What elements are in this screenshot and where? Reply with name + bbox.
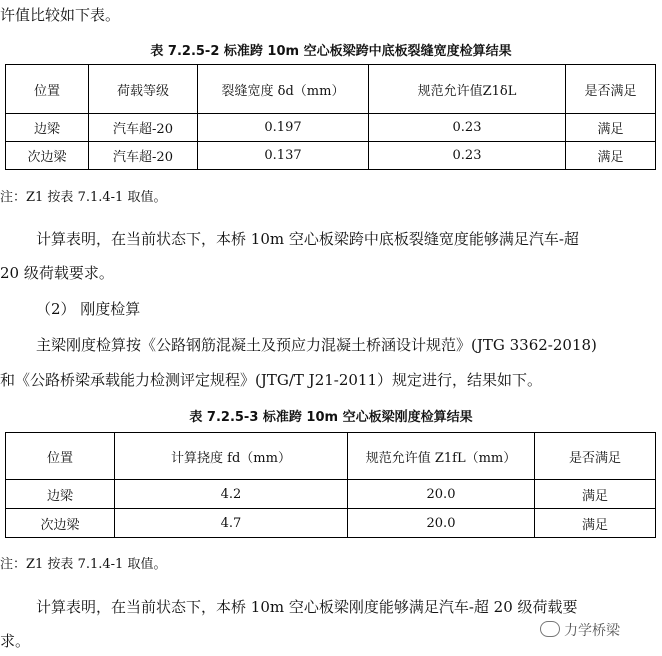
para3-line1: 计算表明，在当前状态下，本桥 10m 空心板梁刚度能够满足汽车-超 20 级荷载要: [36, 598, 578, 616]
table-header-row: [6, 65, 656, 114]
para1-line1: 计算表明，在当前状态下，本桥 10m 空心板梁跨中底板裂缝宽度能够满足汽车-超: [36, 230, 579, 248]
table-cell: 边梁: [6, 480, 115, 509]
table-cell: 4.7: [115, 509, 348, 538]
table2-note: 注：Z1 按表 7.1.4-1 取值。: [0, 557, 167, 572]
table-header-row: [6, 433, 656, 480]
table-cell: 4.2: [115, 480, 348, 509]
table-row: [6, 480, 656, 509]
table-cell: 0.23: [369, 114, 566, 142]
para3-line2: 求。: [0, 632, 31, 650]
header-cell: 位置: [6, 433, 115, 480]
para2-line2: 和《公路桥梁承载能力检测评定规程》(JTG/T J21-2011）规定进行，结果如下。: [0, 371, 543, 389]
table2-caption: 表 7.2.5-3 标准跨 10m 空心板梁刚度检算结果: [189, 410, 473, 425]
table-cell: 次边梁: [6, 142, 89, 170]
table-cell: 边梁: [6, 114, 89, 142]
table-cell: 0.137: [198, 142, 369, 170]
header-cell: 荷载等级: [89, 65, 198, 114]
table-cell: 20.0: [348, 509, 535, 538]
header-cell: 位置: [6, 65, 89, 114]
intro-line: 许值比较如下表。: [0, 6, 121, 24]
table-cell: 满足: [535, 480, 656, 509]
para1-line2: 20 级荷载要求。: [0, 264, 114, 282]
table-cell: 满足: [535, 509, 656, 538]
wechat-icon: [540, 621, 560, 637]
section-heading: （2） 刚度检算: [36, 300, 141, 318]
stiffness-table: [5, 432, 656, 538]
table-cell: 满足: [566, 142, 656, 170]
table1-note: 注：Z1 按表 7.1.4-1 取值。: [0, 190, 167, 205]
table-cell: 0.197: [198, 114, 369, 142]
para2-line1: 主梁刚度检算按《公路钢筋混凝土及预应力混凝土桥涵设计规范》(JTG 3362-2018): [36, 336, 597, 354]
table-row: [6, 114, 656, 142]
table-cell: 次边梁: [6, 509, 115, 538]
watermark: [540, 620, 620, 640]
table-cell: 0.23: [369, 142, 566, 170]
header-cell: 规范允许值Z1δL: [369, 65, 566, 114]
watermark-text: 力学桥梁: [564, 623, 620, 639]
header-cell: 是否满足: [566, 65, 656, 114]
table-cell: 汽车超-20: [89, 142, 198, 170]
header-cell: 规范允许值 Z1fL（mm）: [348, 433, 535, 480]
crack-width-table: [5, 64, 656, 170]
table-cell: 20.0: [348, 480, 535, 509]
table-cell: 满足: [566, 114, 656, 142]
header-cell: 计算挠度 fd（mm）: [115, 433, 348, 480]
table1-caption: 表 7.2.5-2 标准跨 10m 空心板梁跨中底板裂缝宽度检算结果: [150, 44, 512, 59]
header-cell: 裂缝宽度 δd（mm）: [198, 65, 369, 114]
table-row: [6, 142, 656, 170]
header-cell: 是否满足: [535, 433, 656, 480]
table-cell: 汽车超-20: [89, 114, 198, 142]
table-row: [6, 509, 656, 538]
